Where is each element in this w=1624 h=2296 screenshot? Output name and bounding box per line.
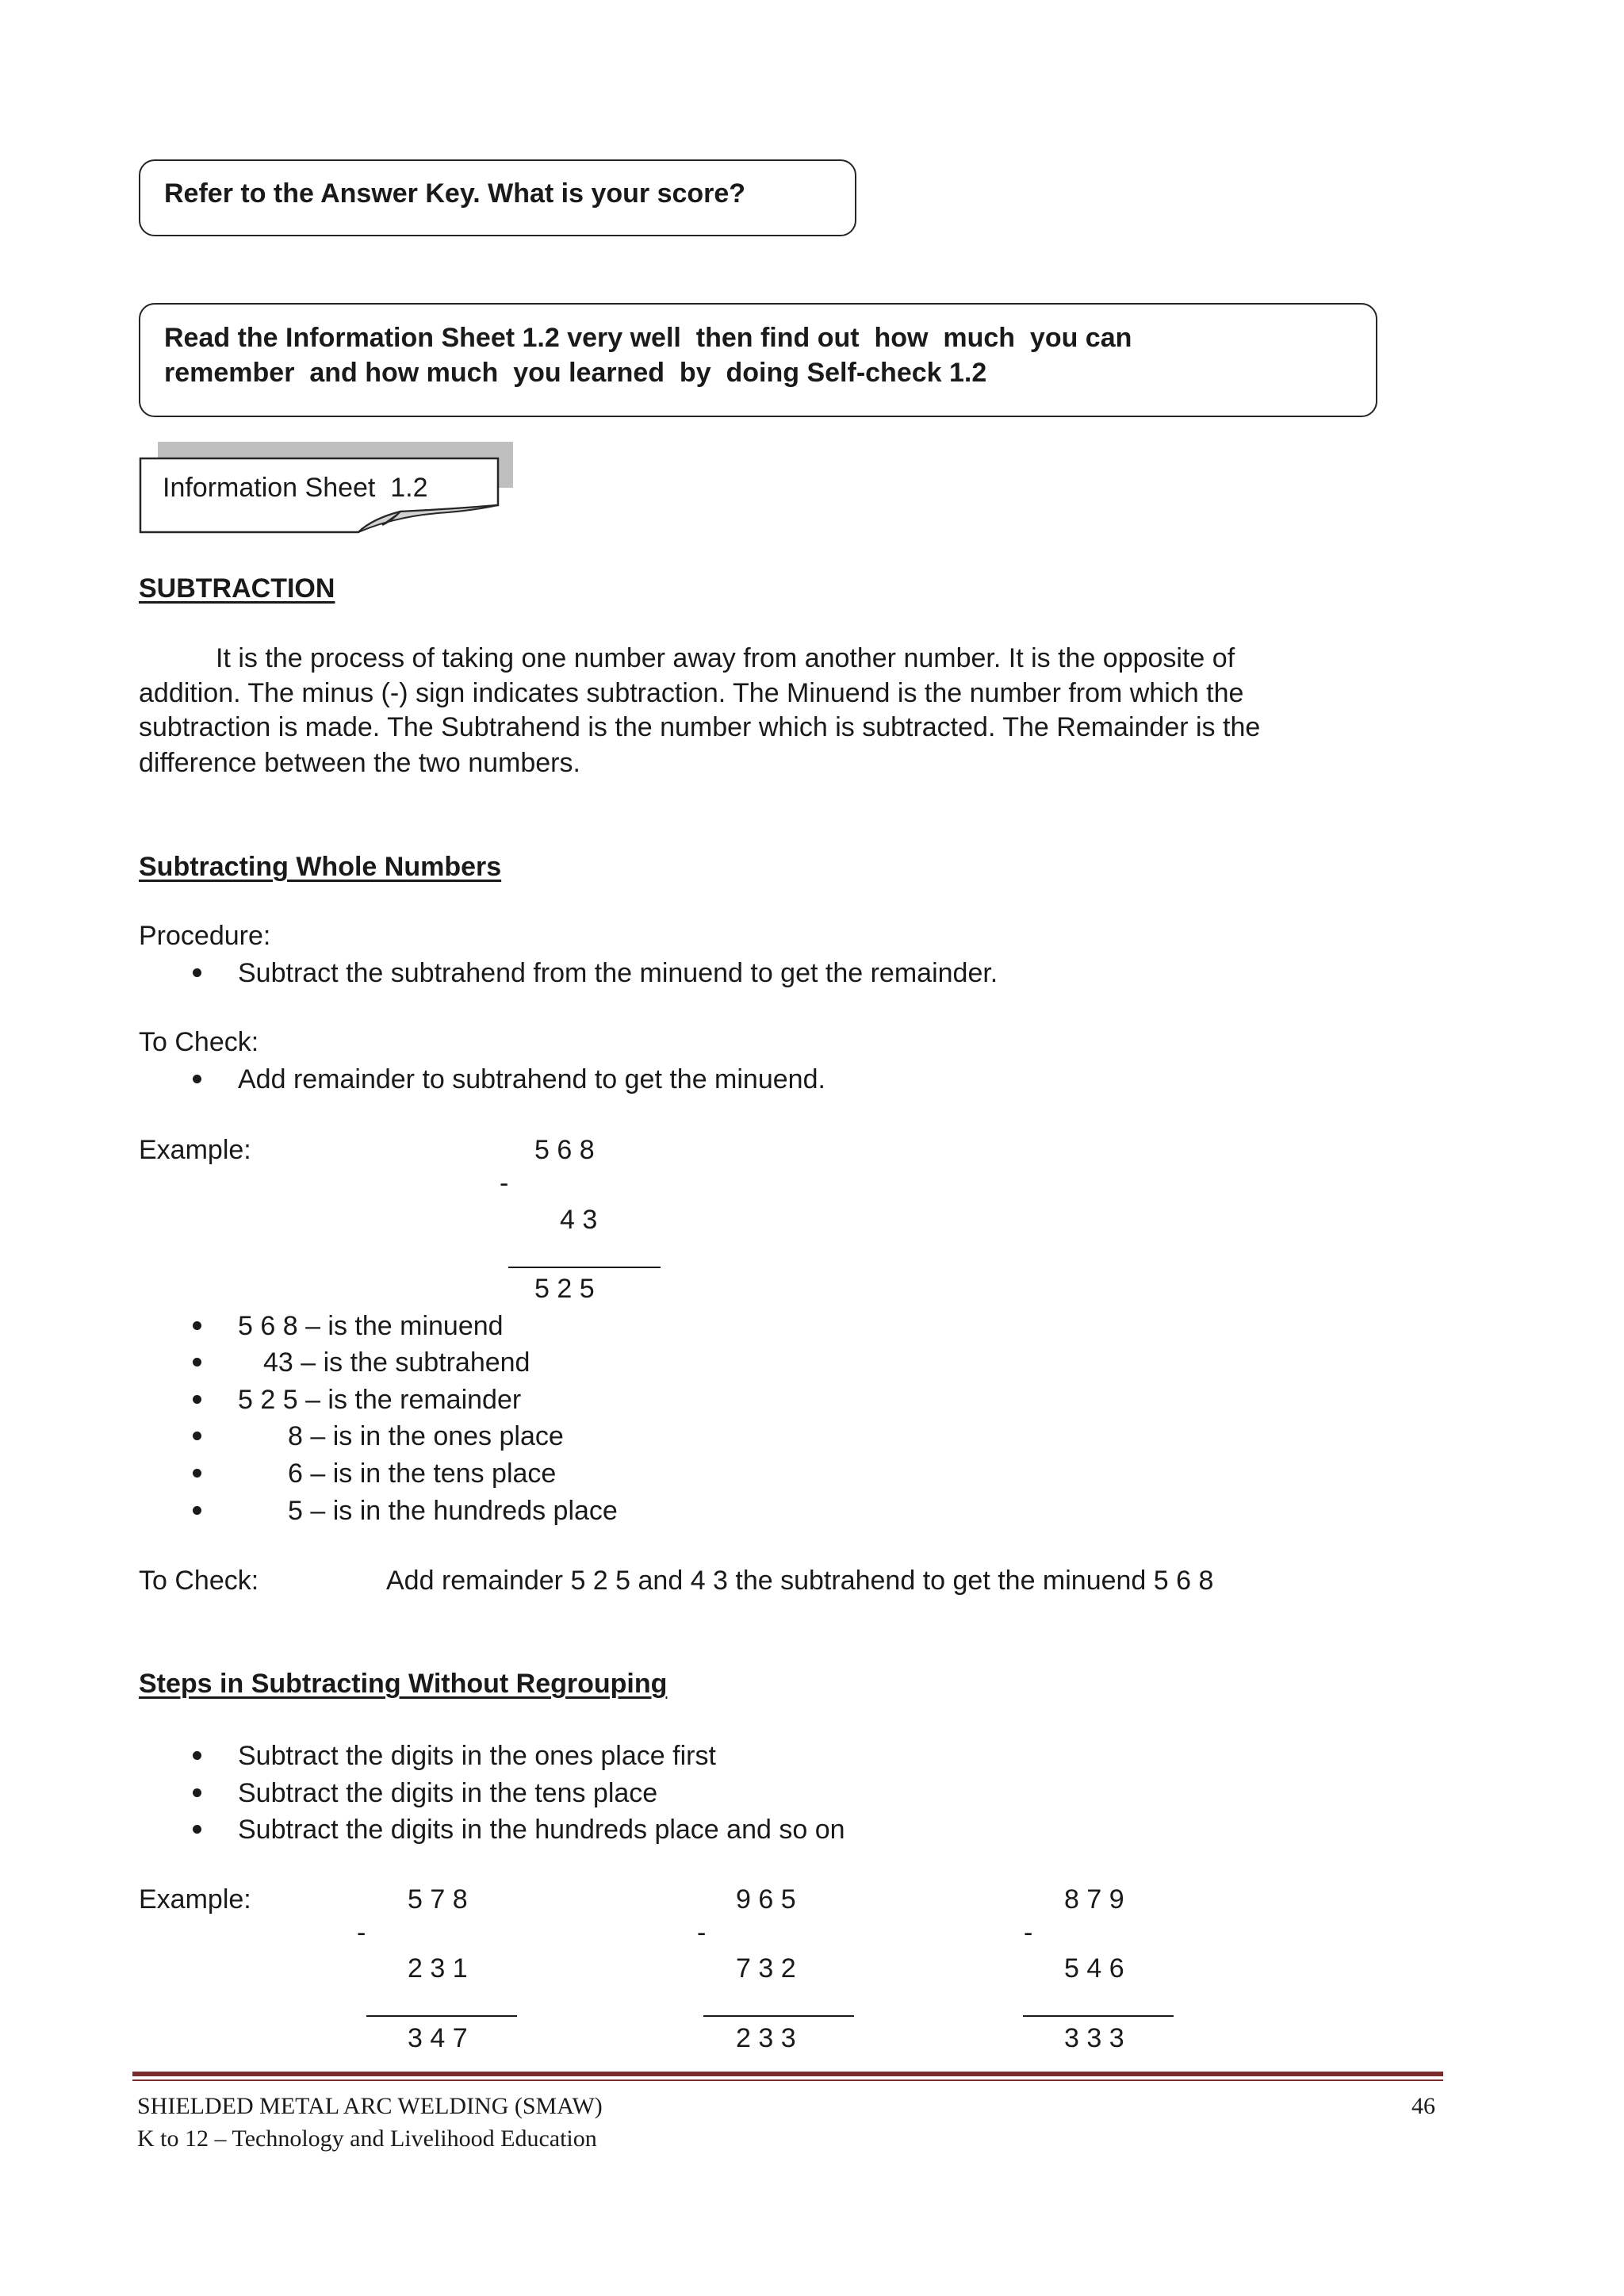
footer-title: SHIELDED METAL ARC WELDING (SMAW) bbox=[137, 2093, 603, 2119]
instruction-line: remember and how much you learned by doing Self-check 1.2 bbox=[164, 358, 987, 388]
whole-numbers-heading: Subtracting Whole Numbers bbox=[139, 852, 502, 882]
check-summary-text: Add remainder 5 2 5 and 4 3 the subtrahend to get the minuend 5 6 8 bbox=[386, 1566, 1214, 1596]
footer-rule bbox=[132, 2072, 1443, 2076]
check-label: To Check: bbox=[139, 1027, 259, 1057]
page-number: 46 bbox=[1411, 2093, 1435, 2119]
problem-subtrahend: 2 3 1 bbox=[408, 1953, 468, 1984]
note-item: 5 2 5 – is the remainder bbox=[238, 1385, 522, 1415]
paragraph-line: subtraction is made. The Subtrahend is the number which is subtracted. The Remainder is the bbox=[139, 712, 1261, 742]
problem-operator: - bbox=[697, 1918, 707, 1948]
problem-rule bbox=[1023, 2015, 1174, 2017]
bullet-icon bbox=[193, 1788, 201, 1797]
note-item: 5 6 8 – is the minuend bbox=[238, 1311, 504, 1341]
footer-rule bbox=[132, 2079, 1443, 2081]
bullet-icon bbox=[193, 1469, 201, 1478]
step-item: Subtract the digits in the ones place first bbox=[238, 1741, 716, 1771]
bullet-icon bbox=[193, 1506, 201, 1515]
bullet-icon bbox=[193, 968, 201, 977]
info-sheet-tab-label: Information Sheet 1.2 bbox=[163, 473, 428, 503]
step-item: Subtract the digits in the hundreds place and so on bbox=[238, 1815, 845, 1845]
problem-operator: - bbox=[357, 1918, 366, 1948]
note-item: 6 – is in the tens place bbox=[288, 1458, 557, 1489]
example-label: Example: bbox=[139, 1884, 251, 1915]
paragraph-line: It is the process of taking one number away from another number. It is the opposite of bbox=[216, 643, 1235, 673]
paragraph-line: addition. The minus (-) sign indicates subtraction. The Minuend is the number from which the bbox=[139, 678, 1244, 708]
instruction-callout-box bbox=[139, 303, 1377, 417]
instruction-text bbox=[164, 320, 1132, 390]
score-prompt-text: Refer to the Answer Key. What is your score? bbox=[164, 178, 746, 209]
example-label: Example: bbox=[139, 1135, 251, 1165]
step-item: Subtract the digits in the tens place bbox=[238, 1778, 658, 1808]
bullet-icon bbox=[193, 1075, 201, 1083]
paragraph-line: difference between the two numbers. bbox=[139, 748, 580, 778]
without-regrouping-heading: Steps in Subtracting Without Regrouping bbox=[139, 1669, 668, 1699]
score-callout-box bbox=[139, 159, 856, 236]
example-subtrahend: 4 3 bbox=[560, 1205, 598, 1235]
example-operator: - bbox=[500, 1168, 509, 1198]
note-item: 5 – is in the hundreds place bbox=[288, 1496, 618, 1526]
problem-minuend: 5 7 8 bbox=[408, 1884, 468, 1915]
problem-remainder: 2 3 3 bbox=[736, 2023, 796, 2053]
problem-remainder: 3 3 3 bbox=[1064, 2023, 1124, 2053]
check-item: Add remainder to subtrahend to get the minuend. bbox=[238, 1064, 825, 1094]
bullet-icon bbox=[193, 1825, 201, 1834]
bullet-icon bbox=[193, 1395, 201, 1404]
problem-minuend: 8 7 9 bbox=[1064, 1884, 1124, 1915]
bullet-icon bbox=[193, 1432, 201, 1440]
footer-subtitle: K to 12 – Technology and Livelihood Education bbox=[137, 2125, 597, 2152]
note-item: 43 – is the subtrahend bbox=[263, 1347, 530, 1378]
bullet-icon bbox=[193, 1358, 201, 1366]
bullet-icon bbox=[193, 1751, 201, 1760]
problem-subtrahend: 7 3 2 bbox=[736, 1953, 796, 1984]
note-item: 8 – is in the ones place bbox=[288, 1421, 564, 1451]
instruction-line: Read the Information Sheet 1.2 very well then find out how much you can bbox=[164, 323, 1132, 353]
procedure-item: Subtract the subtrahend from the minuend to get the remainder. bbox=[238, 958, 998, 988]
problem-rule bbox=[366, 2015, 517, 2017]
example-sum-rule bbox=[508, 1267, 661, 1268]
problem-subtrahend: 5 4 6 bbox=[1064, 1953, 1124, 1984]
problem-operator: - bbox=[1024, 1918, 1033, 1948]
example-remainder: 5 2 5 bbox=[534, 1274, 595, 1304]
example-minuend: 5 6 8 bbox=[534, 1135, 595, 1165]
check-summary-label: To Check: bbox=[139, 1566, 259, 1596]
subtraction-heading: SUBTRACTION bbox=[139, 573, 335, 604]
problem-remainder: 3 4 7 bbox=[408, 2023, 468, 2053]
problem-minuend: 9 6 5 bbox=[736, 1884, 796, 1915]
bullet-icon bbox=[193, 1321, 201, 1330]
problem-rule bbox=[703, 2015, 854, 2017]
procedure-label: Procedure: bbox=[139, 921, 271, 951]
